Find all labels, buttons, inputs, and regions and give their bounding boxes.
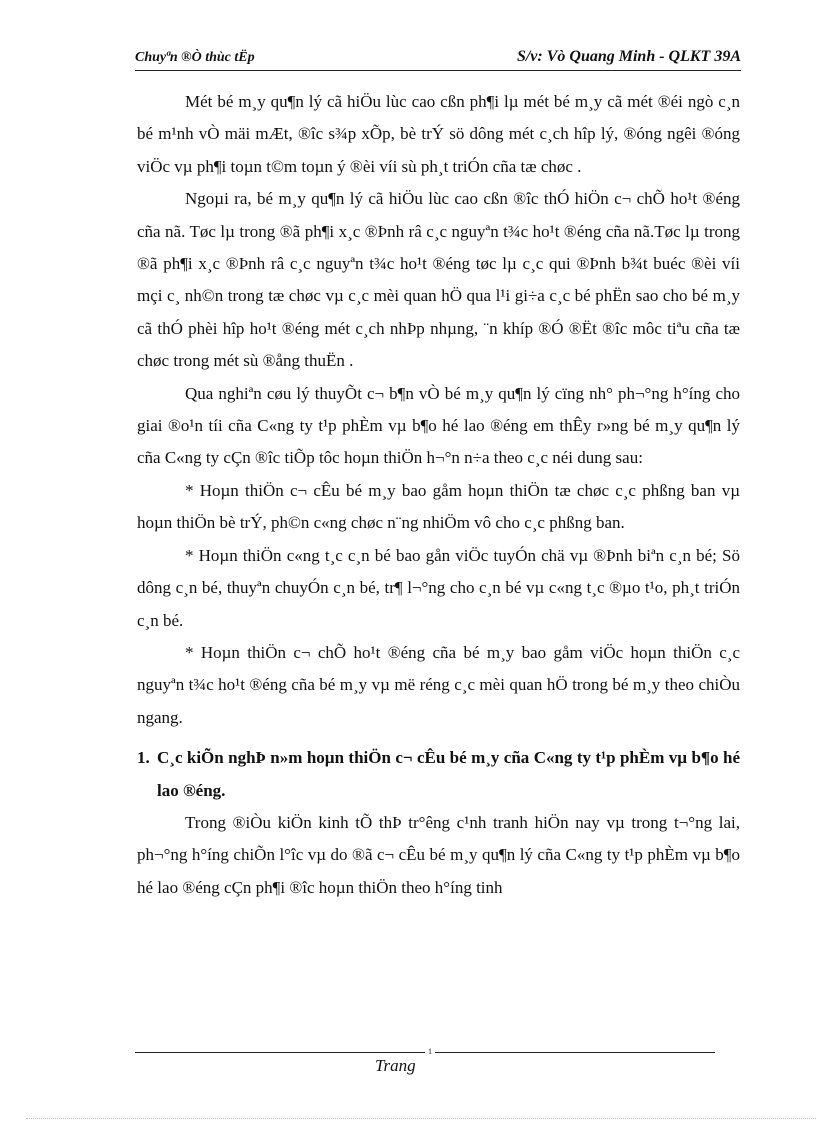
paragraph: Ngoµi ra, bé m¸y qu¶n lý cã hiÖu lùc cao cßn ®îc thÓ hiÖn c¬ chÕ ho¹t ®éng cña nã. Tøc lµ trong ®ã ph¶i x¸c ®Þnh râ c¸c nguyªn t¾c ho¹t ®éng cña nã.Tøc lµ trong ®ã ph¶i x¸c ®Þnh râ c¸c nguyªn t¾c ho¹t ®éng tøc lµ c¸c qui ®Þnh b¾t buéc ®èi víi mçi c¸ nh©n trong tæ chøc vµ c¸c mèi quan hÖ qua l¹i gi÷a c¸c bé phËn sao cho bé m¸y cã thÓ phèi hîp ho¹t ®éng mét c¸ch nhÞp nhµng, ¨n khíp ®Ó ®Ët ®îc môc tiªu cña tæ chøc trong mét sù ®ång thuËn . <box>137 189 740 371</box>
header-document-title: Chuyªn ®Ò thùc tËp <box>135 50 255 65</box>
paragraph: Qua nghiªn cøu lý thuyÕt c¬ b¶n vÒ bé m¸y qu¶n lý cïng nh° ph¬°ng h°íng cho giai ®o¹n tíi cña C«ng ty t¹p phÈm vµ b¶o hé lao ®éng em thÊy r»ng bé m¸y qu¶n lý cña C«ng ty cÇn ®îc tiÕp tôc hoµn thiÖn h¬°n n÷a theo c¸c néi dung sau: <box>137 383 740 468</box>
page-footer <box>135 1046 715 1086</box>
footer-rule-left <box>135 1052 425 1053</box>
bullet-paragraph: * Hoµn thiÖn c¬ chÕ ho¹t ®éng cña bé m¸y bao gåm viÖc hoµn thiÖn c¸c nguyªn t¾c ho¹t ®éng cña bé m¸y vµ më réng c¸c mèi quan hÖ trong bé m¸y theo chiÒu ngang. <box>137 642 740 727</box>
bullet-paragraph: * Hoµn thiÖn c¬ cÊu bé m¸y bao gåm hoµn thiÖn tæ chøc c¸c phßng ban vµ hoµn thiÖn bè trÝ, ph©n c«ng chøc n¨ng nhiÖm vô cho c¸c phßng ban. <box>137 480 740 533</box>
page-number: 1 <box>428 1047 432 1056</box>
footer-rule-right <box>435 1052 715 1053</box>
paragraph: Mét bé m¸y qu¶n lý cã hiÖu lùc cao cßn ph¶i lµ mét bé m¸y cã mét ®éi ngò c¸n bé m¹nh vÒ mäi mÆt, ®îc s¾p xÕp, bè trÝ sö dông mét c¸ch hîp lý, ®óng ngêi ®óng viÖc vµ ph¶i toµn t©m toµn ý ®èi víi sù ph¸t triÓn cña tæ chøc . <box>137 92 740 176</box>
section-heading <box>137 742 740 807</box>
paragraph: Trong ®iÒu kiÖn kinh tÕ thÞ tr°êng c¹nh tranh hiÖn nay vµ trong t¬°ng lai, ph¬°ng h°íng chiÕn l°îc vµ do ®ã c¬ cÊu bé m¸y qu¶n lý cña C«ng ty t¹p phÈm vµ b¶o hé lao ®éng cÇn ph¶i ®îc hoµn thiÖn theo h°íng tinh <box>137 812 740 897</box>
section-number: 1. <box>137 748 150 768</box>
page-header <box>135 48 741 71</box>
page-edge-divider <box>26 1118 816 1119</box>
section-title: C¸c kiÕn nghÞ n»m hoµn thiÖn c¬ cÊu bé m¸y cña C«ng ty t¹p phÈm vµ b¶o hé lao ®éng. <box>157 748 740 800</box>
footer-label: Trang <box>375 1056 416 1075</box>
header-author: S/v: Vò Quang Minh - QLKT 39A <box>516 48 741 65</box>
body-text <box>137 86 740 904</box>
bullet-paragraph: * Hoµn thiÖn c«ng t¸c c¸n bé bao gån viÖc tuyÓn chä vµ ®Þnh biªn c¸n bé; Sö dông c¸n bé, thuyªn chuyÓn c¸n bé, tr¶ l¬°ng cho c¸n bé vµ c«ng t¸c ®µo t¹o, ph¸t triÓn c¸n bé. <box>137 545 740 630</box>
